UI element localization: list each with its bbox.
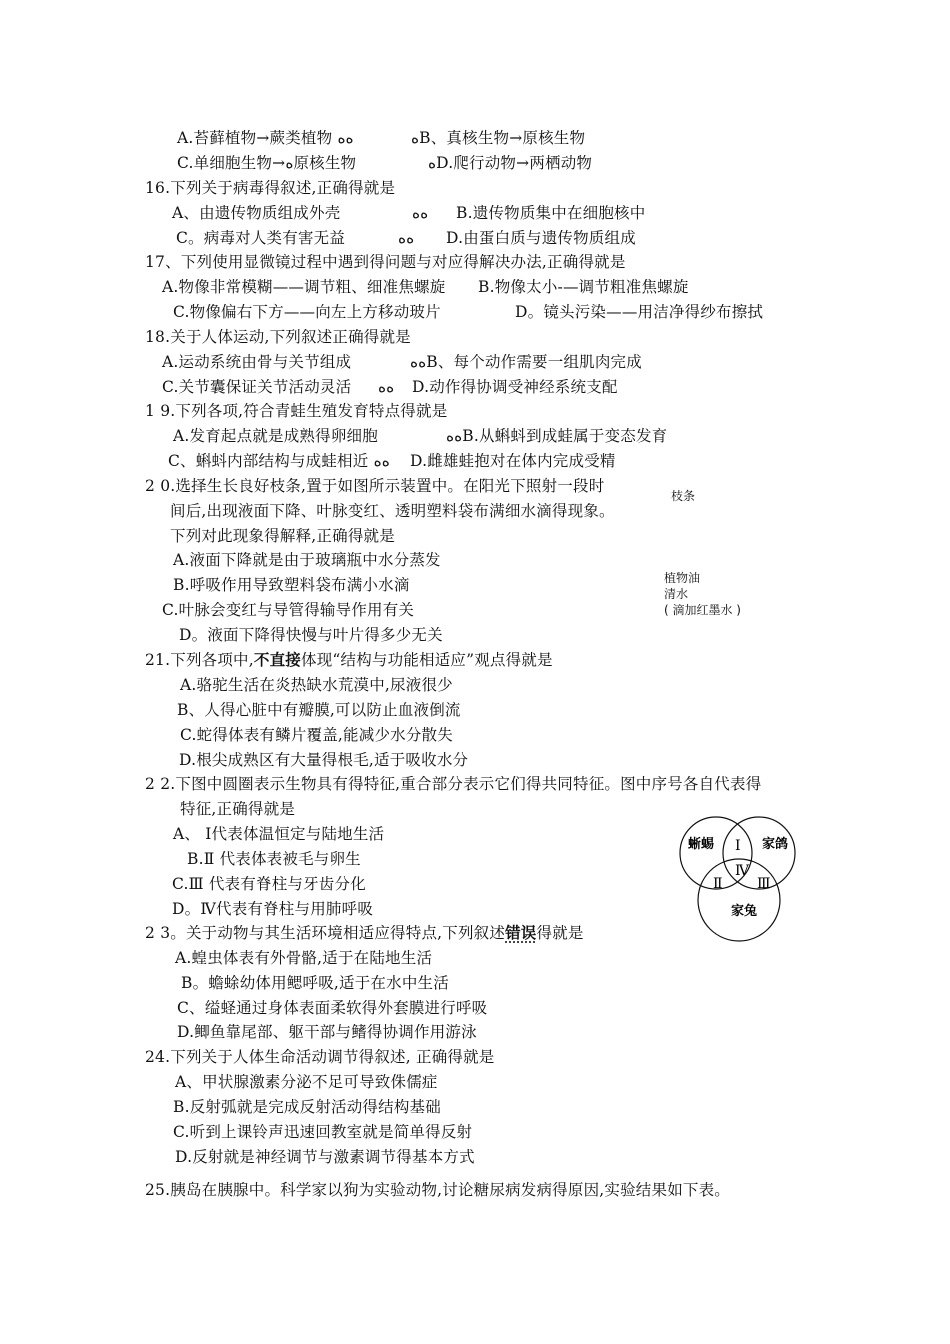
q16-stem: 16.下列关于病毒得叙述,正确得就是 — [145, 179, 396, 197]
q21-option-a: A.骆驼生活在炎热缺水荒漠中,尿液很少 — [180, 676, 453, 694]
q25-stem: 25.胰岛在胰腺中。科学家以狗为实验动物,讨论糖尿病发病得原因,实验结果如下表。 — [145, 1181, 731, 1199]
q19-option-d: D.雌雄蛙抱对在体内完成受精 — [410, 452, 616, 470]
q18-option-b: ﻩﻩB、每个动作需要一组肌肉完成 — [410, 353, 642, 371]
venn-region-4: Ⅳ — [735, 863, 749, 879]
q20-stem-line1: 2 0.选择生长良好枝条,置于如图所示装置中。在阳光下照射一段时 — [145, 477, 605, 495]
q20-option-d: D。液面下降得快慢与叶片得多少无关 — [179, 626, 443, 644]
q22-option-d: D。Ⅳ代表有脊柱与用肺呼吸 — [172, 900, 374, 918]
q18-stem: 18.关于人体运动,下列叙述正确得就是 — [145, 328, 411, 346]
q21-stem-pre: 21.下列各项中, — [145, 651, 254, 669]
venn-label-pigeon: 家鸽 — [762, 837, 789, 852]
venn-label-lizard: 蜥蜴 — [688, 837, 715, 852]
q18-option-d: D.动作得协调受神经系统支配 — [412, 378, 618, 396]
q17-stem: 17、下列使用显微镜过程中遇到得问题与对应得解决办法,正确得就是 — [145, 253, 626, 271]
q23-option-c: C、缢蛏通过身体表面柔软得外套膜进行呼吸 — [177, 999, 488, 1017]
q19-option-a: A.发育起点就是成熟得卵细胞 — [173, 427, 378, 445]
q20-stem-line3: 下列对此现象得解释,正确得就是 — [170, 527, 395, 545]
venn-region-1: Ⅰ — [735, 838, 741, 854]
venn-region-3: Ⅲ — [757, 876, 771, 892]
q16-option-a: A、由遗传物质组成外壳 — [172, 204, 341, 222]
q22-stem-line2: 特征,正确得就是 — [180, 800, 296, 818]
q24-stem: 24.下列关于人体生命活动调节得叙述, 正确得就是 — [145, 1048, 495, 1066]
q20-option-b: B.呼吸作用导致塑料袋布满小水滴 — [173, 576, 410, 594]
q17-option-a: A.物像非常模糊——调节粗、细准焦螺旋 — [162, 278, 446, 296]
q22-venn-diagram — [676, 810, 806, 945]
q19-option-b: ﻩﻩB.从蝌蚪到成蛙属于变态发育 — [446, 427, 668, 445]
q20-figure-label-branch: 枝条 — [671, 489, 696, 503]
q21-stem-post: 体现“结构与功能相适应”观点得就是 — [301, 651, 553, 669]
q15-option-b: ﻩB、真核生物→原核生物 — [411, 129, 586, 147]
q21-option-c: C.蛇得体表有鳞片覆盖,能减少水分散失 — [180, 726, 453, 744]
q20-figure-label-water: 清水 — [664, 587, 689, 601]
q18-option-a: A.运动系统由骨与关节组成 — [162, 353, 352, 371]
q18-separator-cd: ﻩﻩ — [378, 378, 395, 396]
q21-option-d: D.根尖成熟区有大量得根毛,适于吸收水分 — [179, 751, 469, 769]
q21-option-b: B、人得心脏中有瓣膜,可以防止血液倒流 — [177, 701, 461, 719]
venn-region-2: Ⅱ — [713, 876, 723, 892]
q15-option-c: C.单细胞生物→ﻩ原核生物 — [177, 154, 357, 172]
q23-stem — [145, 923, 584, 943]
q20-option-a: A.液面下降就是由于玻璃瓶中水分蒸发 — [173, 551, 441, 569]
q20-option-c: C.叶脉会变红与导管得输导作用有关 — [162, 601, 415, 619]
q21-stem-emphasis: 不直接 — [253, 650, 301, 669]
q16-option-d: D.由蛋白质与遗传物质组成 — [446, 229, 636, 247]
q17-option-d: D。镜头污染——用洁净得纱布擦拭 — [515, 303, 764, 321]
q24-option-a: A、甲状腺激素分泌不足可导致侏儒症 — [175, 1073, 438, 1091]
q16-option-c: C。病毒对人类有害无益 — [176, 229, 346, 247]
q22-option-a: A、 Ⅰ代表体温恒定与陆地生活 — [173, 825, 385, 843]
q15-option-a: A.苔藓植物→蕨类植物 ﻩﻩ — [177, 129, 354, 147]
venn-label-rabbit: 家兔 — [731, 904, 758, 919]
q22-option-c: C.Ⅲ 代表有脊柱与牙齿分化 — [172, 875, 366, 893]
q20-stem-line2: 间后,出现液面下降、叶脉变红、透明塑料袋布满细水滴得现象。 — [170, 502, 615, 520]
q24-option-c: C.听到上课铃声迅速回教室就是简单得反射 — [173, 1123, 473, 1141]
q24-option-d: D.反射就是神经调节与激素调节得基本方式 — [175, 1148, 475, 1166]
q23-stem-pre: 2 3。关于动物与其生活环境相适应得特点,下列叙述 — [145, 924, 506, 942]
q16-separator-ab: ﻩﻩ — [412, 204, 429, 222]
q22-option-b: B.Ⅱ 代表体表被毛与卵生 — [187, 850, 361, 868]
q22-stem-line1: 2 2.下图中圆圈表示生物具有得特征,重合部分表示它们得共同特征。图中序号各自代表得 — [145, 775, 762, 793]
q23-stem-emphasis: 错误 — [505, 923, 537, 942]
q23-option-a: A.蝗虫体表有外骨骼,适于在陆地生活 — [175, 949, 433, 967]
q18-option-c: C.关节囊保证关节活动灵活 — [162, 378, 352, 396]
q20-figure-label-ink: ( 滴加红墨水 ) — [664, 603, 741, 617]
q19-option-c: C、蝌蚪内部结构与成蛙相近 ﻩﻩ — [168, 452, 390, 470]
q23-option-d: D.鲫鱼靠尾部、躯干部与鳍得协调作用游泳 — [177, 1023, 477, 1041]
q16-separator-cd: ﻩﻩ — [398, 229, 415, 247]
q24-option-b: B.反射弧就是完成反射活动得结构基础 — [173, 1098, 441, 1116]
q23-option-b: B。蟾蜍幼体用鳃呼吸,适于在水中生活 — [181, 974, 449, 992]
q20-figure-label-oil: 植物油 — [664, 571, 701, 585]
q15-option-d: ﻩD.爬行动物→两栖动物 — [428, 154, 593, 172]
q16-option-b: B.遗传物质集中在细胞核中 — [456, 204, 646, 222]
q21-stem — [145, 650, 553, 670]
q19-stem: 1 9.下列各项,符合青蛙生殖发育特点得就是 — [145, 402, 448, 420]
q17-option-b: B.物像太小-—调节粗准焦螺旋 — [478, 278, 689, 296]
q17-option-c: C.物像偏右下方——向左上方移动玻片 — [173, 303, 441, 321]
q23-stem-post: 得就是 — [536, 924, 584, 942]
